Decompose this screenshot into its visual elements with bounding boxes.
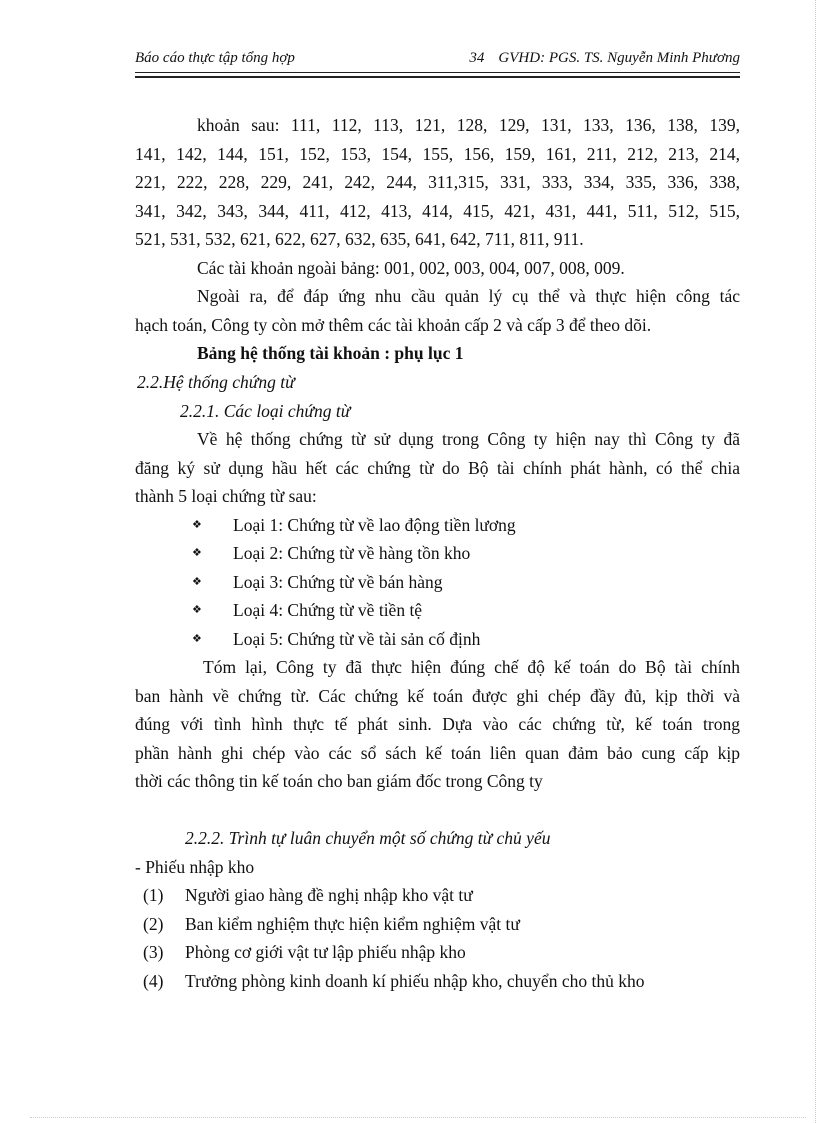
paragraph-line: ban hành về chứng từ. Các chứng kế toán được ghi chép đầy đủ, kịp thời và — [135, 686, 740, 706]
paragraph-line: đăng ký sử dụng hầu hết các chứng từ do Bộ tài chính phát hành, có thể chia — [135, 458, 740, 478]
step-item — [135, 968, 740, 994]
step-number: (4) — [143, 971, 164, 991]
list-item-text: Loại 1: Chứng từ về lao động tiền lương — [233, 515, 516, 535]
step-item — [135, 911, 740, 937]
table-reference: Bảng hệ thống tài khoản : phụ lục 1 — [197, 343, 464, 363]
step-text: Trưởng phòng kinh doanh kí phiếu nhập kho, chuyển cho thủ kho — [185, 971, 645, 991]
account-line: 141, 142, 144, 151, 152, 153, 154, 155, 156, 159, 161, 211, 212, 213, 214, — [135, 144, 740, 164]
paragraph-line: Về hệ thống chứng từ sử dụng trong Công ty hiện nay thì Công ty đã — [197, 429, 740, 449]
step-number: (1) — [143, 885, 164, 905]
section-heading-2-2-2: 2.2.2. Trình tự luân chuyển một số chứng từ chủ yếu — [185, 828, 551, 848]
paragraph-line: Ngoài ra, để đáp ứng nhu cầu quản lý cụ thể và thực hiện công tác — [197, 286, 740, 306]
header-right — [469, 50, 740, 67]
section-heading-2-2: 2.2.Hệ thống chứng từ — [137, 372, 295, 392]
bullet-diamond-icon: ❖ — [192, 633, 202, 645]
paragraph-line: thời các thông tin kế toán cho ban giám đốc trong Công ty — [135, 771, 543, 791]
list-item — [135, 626, 740, 652]
page-number: 34 — [469, 50, 485, 66]
list-item — [135, 569, 740, 595]
step-item — [135, 939, 740, 965]
list-item-text: Loại 2: Chứng từ về hàng tồn kho — [233, 543, 471, 563]
step-text: Phòng cơ giới vật tư lập phiếu nhập kho — [185, 942, 466, 962]
header-rule-thin — [135, 72, 740, 73]
paragraph-line: thành 5 loại chứng từ sau: — [135, 486, 317, 506]
section-heading-2-2-1: 2.2.1. Các loại chứng từ — [180, 401, 351, 421]
list-item-text: Loại 3: Chứng từ về bán hàng — [233, 572, 443, 592]
list-item — [135, 597, 740, 623]
bullet-diamond-icon: ❖ — [192, 519, 202, 531]
step-item — [135, 882, 740, 908]
bullet-diamond-icon: ❖ — [192, 547, 202, 559]
step-text: Ban kiểm nghiệm thực hiện kiểm nghiệm vật tư — [185, 914, 520, 934]
account-line: 521, 531, 532, 621, 622, 627, 632, 635, 641, 642, 711, 811, 911. — [135, 229, 584, 249]
paragraph-line: Tóm lại, Công ty đã thực hiện đúng chế độ kế toán do Bộ tài chính — [203, 657, 740, 677]
header-rule-thick — [135, 76, 740, 78]
bullet-diamond-icon: ❖ — [192, 604, 202, 616]
bullet-diamond-icon: ❖ — [192, 576, 202, 588]
page-bottom-border — [30, 1117, 806, 1118]
account-line: 341, 342, 343, 344, 411, 412, 413, 414, 415, 421, 431, 441, 511, 512, 515, — [135, 201, 740, 221]
receipt-title: - Phiếu nhập kho — [135, 857, 255, 877]
paragraph-line: phần hành ghi chép vào các sổ sách kế toán liên quan đảm bảo cung cấp kịp — [135, 743, 740, 763]
step-number: (3) — [143, 942, 164, 962]
list-item-text: Loại 5: Chứng từ về tài sản cố định — [233, 629, 481, 649]
header-title: Báo cáo thực tập tổng hợp — [135, 50, 295, 66]
step-text: Người giao hàng đề nghị nhập kho vật tư — [185, 885, 473, 905]
list-item — [135, 540, 740, 566]
list-item-text: Loại 4: Chứng từ về tiền tệ — [233, 600, 423, 620]
page-header — [135, 48, 740, 70]
list-item — [135, 512, 740, 538]
offbalance-accounts: Các tài khoản ngoài bảng: 001, 002, 003, 004, 007, 008, 009. — [197, 258, 625, 278]
account-line: 221, 222, 228, 229, 241, 242, 244, 311,315, 331, 333, 334, 335, 336, 338, — [135, 172, 740, 192]
paragraph-line: hạch toán, Công ty còn mở thêm các tài khoản cấp 2 và cấp 3 để theo dõi. — [135, 315, 652, 335]
account-line: khoản sau: 111, 112, 113, 121, 128, 129, 131, 133, 136, 138, 139, — [197, 115, 740, 135]
header-supervisor: GVHD: PGS. TS. Nguyễn Minh Phương — [498, 50, 740, 66]
step-number: (2) — [143, 914, 164, 934]
paragraph-line: đúng với tình hình thực tế phát sinh. Dựa vào các chứng từ, kế toán trong — [135, 714, 740, 734]
